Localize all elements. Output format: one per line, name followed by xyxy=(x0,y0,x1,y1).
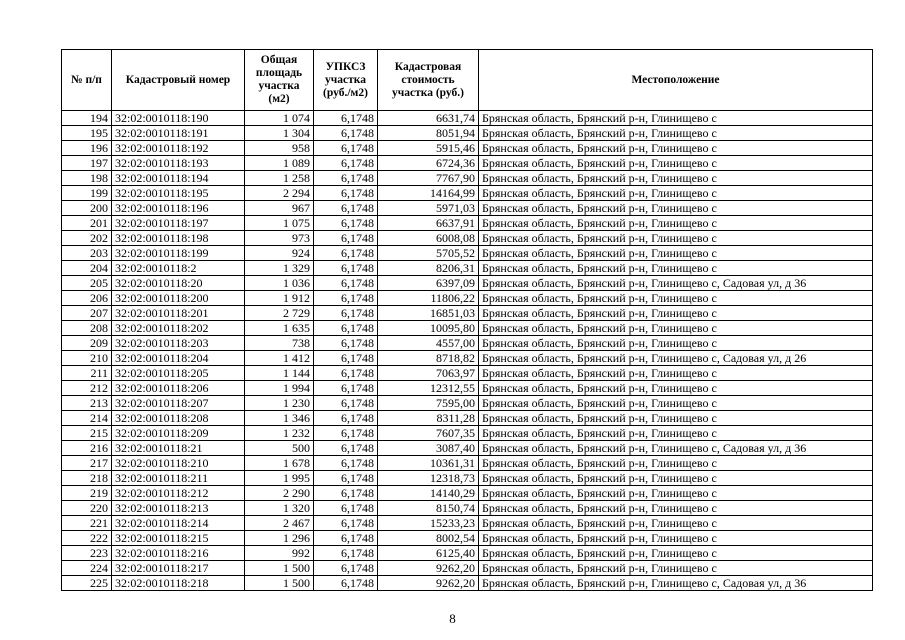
cell-area: 924 xyxy=(245,246,314,261)
cadastral-table xyxy=(61,49,873,591)
cell-cadastral-value: 8002,54 xyxy=(378,531,479,546)
cell-area: 1 304 xyxy=(245,126,314,141)
table-row xyxy=(62,246,873,261)
cell-location: Брянская область, Брянский р-н, Глинищево с xyxy=(479,546,873,561)
cell-cadastral-value: 6631,74 xyxy=(378,111,479,126)
cell-row-number: 220 xyxy=(62,501,112,516)
cell-location: Брянская область, Брянский р-н, Глинищево с xyxy=(479,381,873,396)
table-row xyxy=(62,306,873,321)
cell-location: Брянская область, Брянский р-н, Глинищево с xyxy=(479,531,873,546)
cell-cadastral-value: 3087,40 xyxy=(378,441,479,456)
cell-row-number: 216 xyxy=(62,441,112,456)
table-row xyxy=(62,276,873,291)
table-row xyxy=(62,321,873,336)
page-number: 8 xyxy=(449,611,456,626)
cell-cadastral-number: 32:02:0010118:210 xyxy=(112,456,245,471)
cell-row-number: 207 xyxy=(62,306,112,321)
table-row xyxy=(62,156,873,171)
cell-upksz: 6,1748 xyxy=(314,351,378,366)
cell-cadastral-value: 8051,94 xyxy=(378,126,479,141)
cell-cadastral-number: 32:02:0010118:20 xyxy=(112,276,245,291)
cell-upksz: 6,1748 xyxy=(314,486,378,501)
cell-upksz: 6,1748 xyxy=(314,276,378,291)
cell-area: 967 xyxy=(245,201,314,216)
cell-area: 2 294 xyxy=(245,186,314,201)
cell-cadastral-number: 32:02:0010118:214 xyxy=(112,516,245,531)
cell-row-number: 201 xyxy=(62,216,112,231)
table-row xyxy=(62,141,873,156)
cell-cadastral-number: 32:02:0010118:199 xyxy=(112,246,245,261)
cell-location: Брянская область, Брянский р-н, Глинищево с xyxy=(479,141,873,156)
cell-upksz: 6,1748 xyxy=(314,201,378,216)
cell-area: 958 xyxy=(245,141,314,156)
cell-cadastral-number: 32:02:0010118:192 xyxy=(112,141,245,156)
cell-row-number: 204 xyxy=(62,261,112,276)
cell-cadastral-value: 11806,22 xyxy=(378,291,479,306)
cell-row-number: 211 xyxy=(62,366,112,381)
cell-row-number: 212 xyxy=(62,381,112,396)
table-row xyxy=(62,261,873,276)
table-row xyxy=(62,546,873,561)
cell-location: Брянская область, Брянский р-н, Глинищево с xyxy=(479,246,873,261)
cell-location: Брянская область, Брянский р-н, Глинищево с xyxy=(479,366,873,381)
cell-location: Брянская область, Брянский р-н, Глинищево с xyxy=(479,336,873,351)
cell-row-number: 217 xyxy=(62,456,112,471)
cell-location: Брянская область, Брянский р-н, Глинищево с xyxy=(479,111,873,126)
table-row xyxy=(62,396,873,411)
table-row xyxy=(62,501,873,516)
cell-cadastral-value: 7595,00 xyxy=(378,396,479,411)
cell-cadastral-value: 6125,40 xyxy=(378,546,479,561)
cell-area: 992 xyxy=(245,546,314,561)
cell-upksz: 6,1748 xyxy=(314,576,378,591)
cell-cadastral-value: 8311,28 xyxy=(378,411,479,426)
cell-cadastral-number: 32:02:0010118:205 xyxy=(112,366,245,381)
cell-upksz: 6,1748 xyxy=(314,231,378,246)
cell-upksz: 6,1748 xyxy=(314,456,378,471)
cell-upksz: 6,1748 xyxy=(314,381,378,396)
cell-upksz: 6,1748 xyxy=(314,441,378,456)
cell-location: Брянская область, Брянский р-н, Глинищево с xyxy=(479,156,873,171)
cell-location: Брянская область, Брянский р-н, Глинищево с xyxy=(479,261,873,276)
cell-area: 1 994 xyxy=(245,381,314,396)
table-row xyxy=(62,111,873,126)
cell-location: Брянская область, Брянский р-н, Глинищево с xyxy=(479,216,873,231)
cell-cadastral-value: 8718,82 xyxy=(378,351,479,366)
cell-location: Брянская область, Брянский р-н, Глинищево с, Садовая ул, д 36 xyxy=(479,576,873,591)
cell-cadastral-value: 12312,55 xyxy=(378,381,479,396)
cell-cadastral-value: 7767,90 xyxy=(378,171,479,186)
cell-location: Брянская область, Брянский р-н, Глинищево с xyxy=(479,561,873,576)
table-row xyxy=(62,486,873,501)
cell-cadastral-value: 6724,36 xyxy=(378,156,479,171)
cell-upksz: 6,1748 xyxy=(314,336,378,351)
cell-location: Брянская область, Брянский р-н, Глинищево с, Садовая ул, д 36 xyxy=(479,441,873,456)
cell-cadastral-number: 32:02:0010118:190 xyxy=(112,111,245,126)
cell-cadastral-number: 32:02:0010118:208 xyxy=(112,411,245,426)
cell-location: Брянская область, Брянский р-н, Глинищево с xyxy=(479,411,873,426)
table-row xyxy=(62,411,873,426)
cell-row-number: 215 xyxy=(62,426,112,441)
cell-cadastral-number: 32:02:0010118:194 xyxy=(112,171,245,186)
cell-area: 1 074 xyxy=(245,111,314,126)
cell-area: 2 467 xyxy=(245,516,314,531)
cell-cadastral-value: 7607,35 xyxy=(378,426,479,441)
cell-cadastral-number: 32:02:0010118:207 xyxy=(112,396,245,411)
cell-cadastral-value: 9262,20 xyxy=(378,561,479,576)
table-row xyxy=(62,216,873,231)
cell-row-number: 206 xyxy=(62,291,112,306)
cell-location: Брянская область, Брянский р-н, Глинищево с xyxy=(479,426,873,441)
cell-area: 1 258 xyxy=(245,171,314,186)
cell-location: Брянская область, Брянский р-н, Глинищево с xyxy=(479,456,873,471)
header-upksz: УПКСЗ участка (руб./м2) xyxy=(314,50,378,111)
cell-row-number: 223 xyxy=(62,546,112,561)
cell-cadastral-value: 6008,08 xyxy=(378,231,479,246)
cell-area: 1 412 xyxy=(245,351,314,366)
cell-area: 1 230 xyxy=(245,396,314,411)
cell-cadastral-number: 32:02:0010118:209 xyxy=(112,426,245,441)
cell-cadastral-number: 32:02:0010118:198 xyxy=(112,231,245,246)
cell-row-number: 213 xyxy=(62,396,112,411)
table-row xyxy=(62,231,873,246)
cell-cadastral-number: 32:02:0010118:197 xyxy=(112,216,245,231)
cell-area: 1 075 xyxy=(245,216,314,231)
cell-upksz: 6,1748 xyxy=(314,321,378,336)
table-row xyxy=(62,336,873,351)
cell-upksz: 6,1748 xyxy=(314,411,378,426)
cell-upksz: 6,1748 xyxy=(314,126,378,141)
cell-cadastral-value: 5971,03 xyxy=(378,201,479,216)
cell-upksz: 6,1748 xyxy=(314,261,378,276)
cell-cadastral-number: 32:02:0010118:193 xyxy=(112,156,245,171)
cell-location: Брянская область, Брянский р-н, Глинищево с xyxy=(479,201,873,216)
cell-upksz: 6,1748 xyxy=(314,171,378,186)
cell-row-number: 198 xyxy=(62,171,112,186)
table-row xyxy=(62,531,873,546)
cell-location: Брянская область, Брянский р-н, Глинищево с xyxy=(479,126,873,141)
table-row xyxy=(62,351,873,366)
cell-upksz: 6,1748 xyxy=(314,366,378,381)
cell-cadastral-value: 8206,31 xyxy=(378,261,479,276)
cell-row-number: 197 xyxy=(62,156,112,171)
cell-row-number: 196 xyxy=(62,141,112,156)
cell-upksz: 6,1748 xyxy=(314,216,378,231)
cell-cadastral-number: 32:02:0010118:211 xyxy=(112,471,245,486)
cell-area: 2 729 xyxy=(245,306,314,321)
cell-upksz: 6,1748 xyxy=(314,156,378,171)
cell-cadastral-number: 32:02:0010118:216 xyxy=(112,546,245,561)
cell-cadastral-value: 4557,00 xyxy=(378,336,479,351)
cell-row-number: 210 xyxy=(62,351,112,366)
cell-area: 1 036 xyxy=(245,276,314,291)
cell-upksz: 6,1748 xyxy=(314,561,378,576)
cell-upksz: 6,1748 xyxy=(314,306,378,321)
cell-cadastral-value: 10361,31 xyxy=(378,456,479,471)
cell-row-number: 194 xyxy=(62,111,112,126)
cell-cadastral-number: 32:02:0010118:204 xyxy=(112,351,245,366)
cell-cadastral-number: 32:02:0010118:21 xyxy=(112,441,245,456)
cell-cadastral-number: 32:02:0010118:213 xyxy=(112,501,245,516)
header-row xyxy=(62,50,873,111)
cell-row-number: 205 xyxy=(62,276,112,291)
cell-cadastral-number: 32:02:0010118:202 xyxy=(112,321,245,336)
cell-location: Брянская область, Брянский р-н, Глинищево с xyxy=(479,486,873,501)
table-row xyxy=(62,126,873,141)
table-row xyxy=(62,441,873,456)
cell-area: 500 xyxy=(245,441,314,456)
cell-upksz: 6,1748 xyxy=(314,546,378,561)
cell-row-number: 225 xyxy=(62,576,112,591)
cell-cadastral-value: 14164,99 xyxy=(378,186,479,201)
cell-cadastral-value: 5915,46 xyxy=(378,141,479,156)
table-row xyxy=(62,291,873,306)
cell-upksz: 6,1748 xyxy=(314,396,378,411)
table-row xyxy=(62,366,873,381)
table-row xyxy=(62,576,873,591)
cell-row-number: 203 xyxy=(62,246,112,261)
cell-upksz: 6,1748 xyxy=(314,111,378,126)
cell-area: 1 995 xyxy=(245,471,314,486)
cell-location: Брянская область, Брянский р-н, Глинищево с xyxy=(479,321,873,336)
cell-upksz: 6,1748 xyxy=(314,516,378,531)
cell-cadastral-number: 32:02:0010118:215 xyxy=(112,531,245,546)
cell-row-number: 209 xyxy=(62,336,112,351)
cell-upksz: 6,1748 xyxy=(314,291,378,306)
header-area: Общая площадь участка (м2) xyxy=(245,50,314,111)
cell-location: Брянская область, Брянский р-н, Глинищево с xyxy=(479,396,873,411)
table-row xyxy=(62,171,873,186)
cell-cadastral-number: 32:02:0010118:191 xyxy=(112,126,245,141)
cell-upksz: 6,1748 xyxy=(314,471,378,486)
cell-location: Брянская область, Брянский р-н, Глинищево с xyxy=(479,171,873,186)
cell-row-number: 219 xyxy=(62,486,112,501)
cell-row-number: 214 xyxy=(62,411,112,426)
cell-row-number: 208 xyxy=(62,321,112,336)
cell-area: 1 500 xyxy=(245,561,314,576)
cell-upksz: 6,1748 xyxy=(314,186,378,201)
cell-cadastral-value: 16851,03 xyxy=(378,306,479,321)
cell-area: 1 144 xyxy=(245,366,314,381)
cell-cadastral-value: 9262,20 xyxy=(378,576,479,591)
cell-upksz: 6,1748 xyxy=(314,501,378,516)
cell-cadastral-value: 12318,73 xyxy=(378,471,479,486)
table-row xyxy=(62,381,873,396)
cell-area: 1 296 xyxy=(245,531,314,546)
table-row xyxy=(62,561,873,576)
cell-location: Брянская область, Брянский р-н, Глинищево с, Садовая ул, д 36 xyxy=(479,276,873,291)
cell-area: 973 xyxy=(245,231,314,246)
header-location: Местоположение xyxy=(479,50,873,111)
cell-location: Брянская область, Брянский р-н, Глинищево с, Садовая ул, д 26 xyxy=(479,351,873,366)
cell-row-number: 200 xyxy=(62,201,112,216)
table-row xyxy=(62,201,873,216)
cell-cadastral-number: 32:02:0010118:2 xyxy=(112,261,245,276)
cell-cadastral-number: 32:02:0010118:203 xyxy=(112,336,245,351)
cell-cadastral-number: 32:02:0010118:200 xyxy=(112,291,245,306)
cell-row-number: 221 xyxy=(62,516,112,531)
cell-cadastral-value: 6397,09 xyxy=(378,276,479,291)
table-row xyxy=(62,471,873,486)
cell-cadastral-number: 32:02:0010118:201 xyxy=(112,306,245,321)
cell-cadastral-number: 32:02:0010118:212 xyxy=(112,486,245,501)
cell-cadastral-value: 8150,74 xyxy=(378,501,479,516)
cell-area: 1 329 xyxy=(245,261,314,276)
table-row xyxy=(62,426,873,441)
cell-location: Брянская область, Брянский р-н, Глинищево с xyxy=(479,501,873,516)
cell-area: 2 290 xyxy=(245,486,314,501)
cell-area: 1 320 xyxy=(245,501,314,516)
cell-location: Брянская область, Брянский р-н, Глинищево с xyxy=(479,306,873,321)
cell-upksz: 6,1748 xyxy=(314,141,378,156)
cell-cadastral-value: 7063,97 xyxy=(378,366,479,381)
cell-area: 1 346 xyxy=(245,411,314,426)
cell-cadastral-value: 14140,29 xyxy=(378,486,479,501)
cell-cadastral-number: 32:02:0010118:196 xyxy=(112,201,245,216)
header-cadastral-value: Кадастровая стоимость участка (руб.) xyxy=(378,50,479,111)
cell-location: Брянская область, Брянский р-н, Глинищево с xyxy=(479,471,873,486)
cell-location: Брянская область, Брянский р-н, Глинищево с xyxy=(479,291,873,306)
cell-area: 1 635 xyxy=(245,321,314,336)
table-body xyxy=(62,111,873,591)
cell-location: Брянская область, Брянский р-н, Глинищево с xyxy=(479,186,873,201)
table-header xyxy=(62,50,873,111)
cell-upksz: 6,1748 xyxy=(314,531,378,546)
header-cadastral-number: Кадастровый номер xyxy=(112,50,245,111)
table-row xyxy=(62,186,873,201)
cell-area: 1 912 xyxy=(245,291,314,306)
cell-row-number: 224 xyxy=(62,561,112,576)
table-row xyxy=(62,516,873,531)
cell-cadastral-value: 5705,52 xyxy=(378,246,479,261)
cell-area: 1 232 xyxy=(245,426,314,441)
cell-cadastral-value: 15233,23 xyxy=(378,516,479,531)
cell-area: 1 089 xyxy=(245,156,314,171)
cell-area: 738 xyxy=(245,336,314,351)
cell-upksz: 6,1748 xyxy=(314,426,378,441)
cell-cadastral-value: 10095,80 xyxy=(378,321,479,336)
cell-cadastral-number: 32:02:0010118:217 xyxy=(112,561,245,576)
cell-location: Брянская область, Брянский р-н, Глинищево с xyxy=(479,516,873,531)
cell-area: 1 678 xyxy=(245,456,314,471)
cell-row-number: 222 xyxy=(62,531,112,546)
header-row-number: № п/п xyxy=(62,50,112,111)
cell-row-number: 202 xyxy=(62,231,112,246)
cell-cadastral-value: 6637,91 xyxy=(378,216,479,231)
cell-upksz: 6,1748 xyxy=(314,246,378,261)
cell-row-number: 199 xyxy=(62,186,112,201)
cell-row-number: 195 xyxy=(62,126,112,141)
cell-row-number: 218 xyxy=(62,471,112,486)
cell-area: 1 500 xyxy=(245,576,314,591)
cell-cadastral-number: 32:02:0010118:218 xyxy=(112,576,245,591)
table-row xyxy=(62,456,873,471)
cell-cadastral-number: 32:02:0010118:195 xyxy=(112,186,245,201)
cell-cadastral-number: 32:02:0010118:206 xyxy=(112,381,245,396)
cell-location: Брянская область, Брянский р-н, Глинищево с xyxy=(479,231,873,246)
